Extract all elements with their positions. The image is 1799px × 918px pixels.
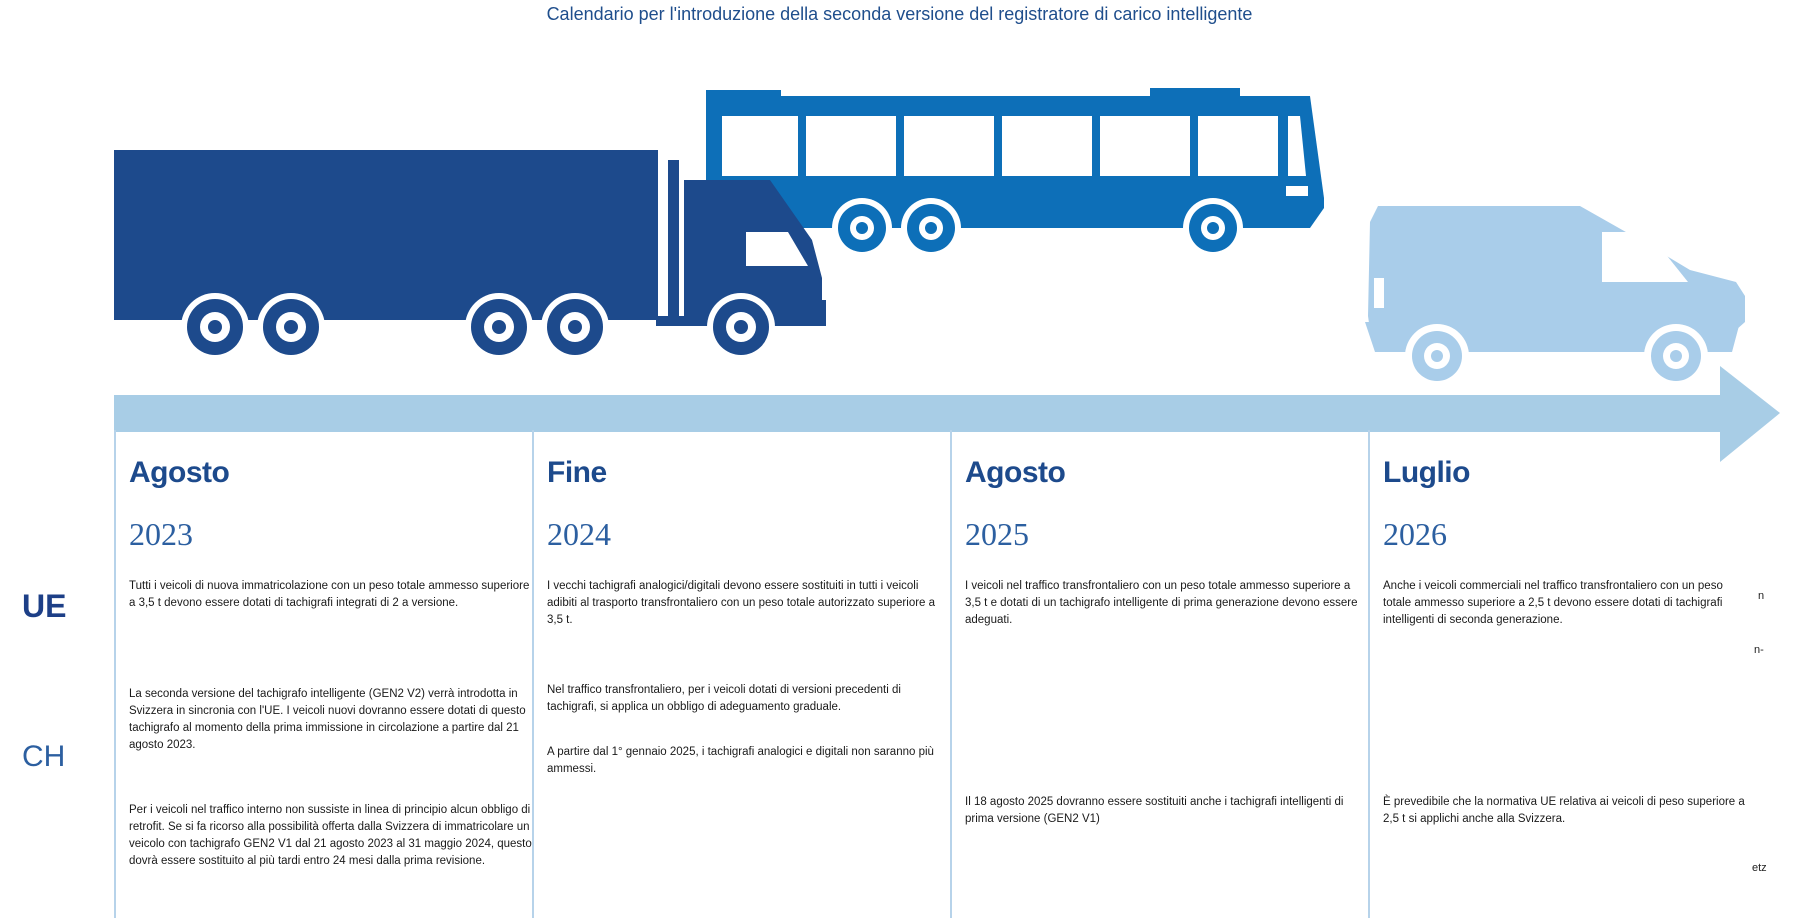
ch-note: Nel traffico transfrontaliero, per i veicoli dotati di versioni precedenti di tachigrafi, si applica un obbligo di adeguamento graduale.	[547, 684, 901, 713]
timeline-column-2026-07	[1368, 430, 1748, 918]
row-label-ue: UE	[22, 588, 67, 624]
column-year: 2025	[965, 516, 1029, 552]
ue-note: Anche i veicoli commerciali nel traffico transfrontaliero con un peso totale ammesso superiore a 2,5 t devono essere dotati di tachigrafi intelligenti di seconda generazione.	[1383, 580, 1723, 626]
column-month: Fine	[547, 456, 607, 489]
ch-note: La seconda versione del tachigrafo intelligente (GEN2 V2) verrà introdotta in Svizzera in sincronia con l'UE. I veicoli nuovi dovranno essere dotati di questo tachigrafo al momento della prima immissione in circolazione a partire dal 21 agosto 2023.	[129, 688, 526, 751]
timeline-column-2023-08	[114, 430, 532, 918]
edge-fragment: n-	[1754, 644, 1764, 656]
row-label-ch: CH	[22, 740, 66, 773]
ue-note: Tutti i veicoli di nuova immatricolazione con un peso totale ammesso superiore a 3,5 t devono essere dotati di tachigrafi integrati di 2 a versione.	[129, 580, 530, 609]
edge-fragment: etz	[1752, 862, 1767, 874]
diagram-title: Calendario per l'introduzione della seconda versione del registratore di carico intelligente	[546, 4, 1253, 24]
timeline-column-2024-end	[532, 430, 950, 918]
ue-note: I veicoli nel traffico transfrontaliero con un peso totale ammesso superiore a 3,5 t e dotati di un tachigrafo intelligente di prima generazione devono essere adeguati.	[965, 580, 1358, 626]
ch-note: Il 18 agosto 2025 dovranno essere sostituiti anche i tachigrafi intelligenti di prima versione (GEN2 V1)	[965, 796, 1344, 825]
column-year: 2026	[1383, 516, 1447, 552]
column-month: Luglio	[1383, 456, 1470, 489]
column-year: 2023	[129, 516, 193, 552]
column-year: 2024	[547, 516, 611, 552]
edge-fragment: n	[1758, 590, 1765, 602]
ch-note: Per i veicoli nel traffico interno non sussiste in linea di principio alcun obbligo di retrofit. Se si fa ricorso alla possibilità offerta dalla Svizzera di immatricolare un veicolo con tachigrafo GEN2 V1 dal 21 agosto 2023 al 31 maggio 2024, questo dovrà essere sostituito al più tardi entro 24 mesi dalla prima revisione.	[129, 804, 532, 867]
column-month: Agosto	[129, 456, 230, 489]
ue-note: I vecchi tachigrafi analogici/digitali devono essere sostituiti in tutti i veicoli adibiti al trasporto transfrontaliero con un peso totale autorizzato superiore a 3,5 t.	[547, 580, 936, 626]
ch-note: A partire dal 1° gennaio 2025, i tachigrafi analogici e digitali non saranno più ammessi.	[547, 746, 934, 775]
timeline-column-2025-08	[950, 430, 1368, 918]
truck-icon	[114, 150, 826, 361]
ch-note: È prevedibile che la normativa UE relativa ai veicoli di peso superiore a 2,5 t si applichi anche alla Svizzera.	[1383, 796, 1745, 825]
column-month: Agosto	[965, 456, 1066, 489]
van-icon	[1365, 206, 1745, 388]
